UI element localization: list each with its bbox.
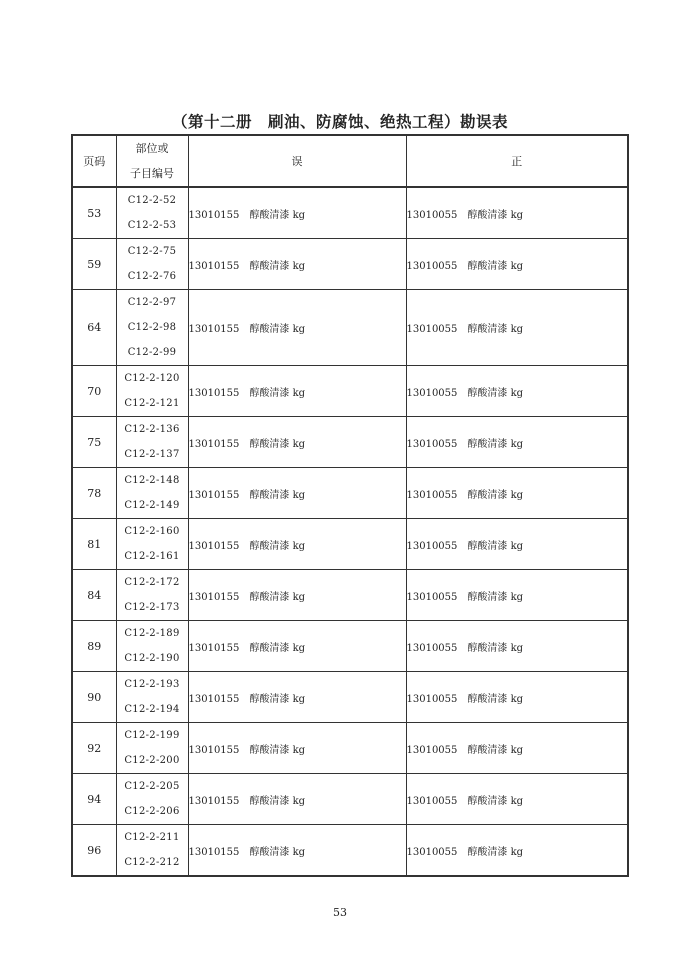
row-page-number: 84 [72, 570, 116, 621]
table-row [72, 187, 628, 239]
item-code: C12-2-190 [124, 653, 180, 664]
header-position-line1: 部位或 [135, 142, 169, 155]
row-item-codes [116, 468, 188, 519]
row-item-codes [116, 774, 188, 825]
page-number: 53 [333, 906, 347, 919]
table-body [72, 187, 628, 876]
row-correct-value: 13010055 醇酸清漆 kg [406, 672, 628, 723]
header-page: 页码 [72, 135, 116, 187]
item-code: C12-2-137 [124, 449, 180, 460]
row-item-codes [116, 239, 188, 290]
row-correct-value: 13010055 醇酸清漆 kg [406, 187, 628, 239]
row-page-number: 75 [72, 417, 116, 468]
table-row [72, 570, 628, 621]
item-code: C12-2-205 [124, 781, 180, 792]
item-code: C12-2-136 [124, 424, 180, 435]
row-correct-value: 13010055 醇酸清漆 kg [406, 570, 628, 621]
table-row [72, 417, 628, 468]
item-code: C12-2-148 [124, 475, 180, 486]
row-wrong-value: 13010155 醇酸清漆 kg [188, 621, 406, 672]
row-page-number: 59 [72, 239, 116, 290]
item-code: C12-2-98 [127, 322, 177, 333]
item-code: C12-2-172 [124, 577, 180, 588]
row-wrong-value: 13010155 醇酸清漆 kg [188, 519, 406, 570]
row-correct-value: 13010055 醇酸清漆 kg [406, 621, 628, 672]
row-wrong-value: 13010155 醇酸清漆 kg [188, 417, 406, 468]
table-row [72, 239, 628, 290]
item-code: C12-2-212 [124, 857, 180, 868]
header-position [116, 135, 188, 187]
row-wrong-value: 13010155 醇酸清漆 kg [188, 468, 406, 519]
item-code: C12-2-200 [124, 755, 180, 766]
table-row [72, 621, 628, 672]
row-correct-value: 13010055 醇酸清漆 kg [406, 774, 628, 825]
row-item-codes [116, 290, 188, 366]
table-row [72, 723, 628, 774]
table-header [72, 135, 628, 187]
row-page-number: 64 [72, 290, 116, 366]
table-row [72, 290, 628, 366]
row-correct-value: 13010055 醇酸清漆 kg [406, 468, 628, 519]
item-code: C12-2-193 [124, 679, 180, 690]
item-code: C12-2-76 [127, 271, 177, 282]
row-wrong-value: 13010155 醇酸清漆 kg [188, 239, 406, 290]
row-page-number: 78 [72, 468, 116, 519]
table-row [72, 672, 628, 723]
item-code: C12-2-206 [124, 806, 180, 817]
row-item-codes [116, 672, 188, 723]
item-code: C12-2-120 [124, 373, 180, 384]
item-code: C12-2-53 [127, 220, 177, 231]
page-title: （第十二册 刷油、防腐蚀、绝热工程）勘误表 [171, 112, 508, 131]
item-code: C12-2-121 [124, 398, 180, 409]
row-item-codes [116, 366, 188, 417]
item-code: C12-2-75 [127, 246, 177, 257]
item-code: C12-2-52 [127, 195, 177, 206]
item-code: C12-2-199 [124, 730, 180, 741]
header-position-line2: 子目编号 [130, 167, 174, 180]
item-code: C12-2-173 [124, 602, 180, 613]
row-item-codes [116, 187, 188, 239]
row-item-codes [116, 417, 188, 468]
row-page-number: 90 [72, 672, 116, 723]
row-wrong-value: 13010155 醇酸清漆 kg [188, 774, 406, 825]
table-row [72, 825, 628, 877]
table-row [72, 774, 628, 825]
table-row [72, 366, 628, 417]
row-page-number: 92 [72, 723, 116, 774]
row-correct-value: 13010055 醇酸清漆 kg [406, 723, 628, 774]
row-correct-value: 13010055 醇酸清漆 kg [406, 825, 628, 877]
row-wrong-value: 13010155 醇酸清漆 kg [188, 723, 406, 774]
row-page-number: 96 [72, 825, 116, 877]
row-page-number: 89 [72, 621, 116, 672]
row-correct-value: 13010055 醇酸清漆 kg [406, 417, 628, 468]
row-page-number: 53 [72, 187, 116, 239]
item-code: C12-2-211 [124, 832, 180, 843]
item-code: C12-2-99 [127, 347, 177, 358]
row-correct-value: 13010055 醇酸清漆 kg [406, 519, 628, 570]
row-item-codes [116, 825, 188, 877]
row-wrong-value: 13010155 醇酸清漆 kg [188, 825, 406, 877]
row-correct-value: 13010055 醇酸清漆 kg [406, 290, 628, 366]
row-correct-value: 13010055 醇酸清漆 kg [406, 239, 628, 290]
row-wrong-value: 13010155 醇酸清漆 kg [188, 187, 406, 239]
table-row [72, 468, 628, 519]
row-item-codes [116, 723, 188, 774]
row-wrong-value: 13010155 醇酸清漆 kg [188, 672, 406, 723]
row-page-number: 94 [72, 774, 116, 825]
item-code: C12-2-97 [127, 297, 177, 308]
row-page-number: 70 [72, 366, 116, 417]
row-item-codes [116, 621, 188, 672]
row-correct-value: 13010055 醇酸清漆 kg [406, 366, 628, 417]
row-item-codes [116, 570, 188, 621]
row-wrong-value: 13010155 醇酸清漆 kg [188, 366, 406, 417]
table-row [72, 519, 628, 570]
header-wrong: 误 [188, 135, 406, 187]
item-code: C12-2-194 [124, 704, 180, 715]
row-item-codes [116, 519, 188, 570]
row-page-number: 81 [72, 519, 116, 570]
errata-table [71, 134, 629, 877]
row-wrong-value: 13010155 醇酸清漆 kg [188, 570, 406, 621]
item-code: C12-2-160 [124, 526, 180, 537]
item-code: C12-2-149 [124, 500, 180, 511]
header-correct: 正 [406, 135, 628, 187]
row-wrong-value: 13010155 醇酸清漆 kg [188, 290, 406, 366]
item-code: C12-2-189 [124, 628, 180, 639]
item-code: C12-2-161 [124, 551, 180, 562]
